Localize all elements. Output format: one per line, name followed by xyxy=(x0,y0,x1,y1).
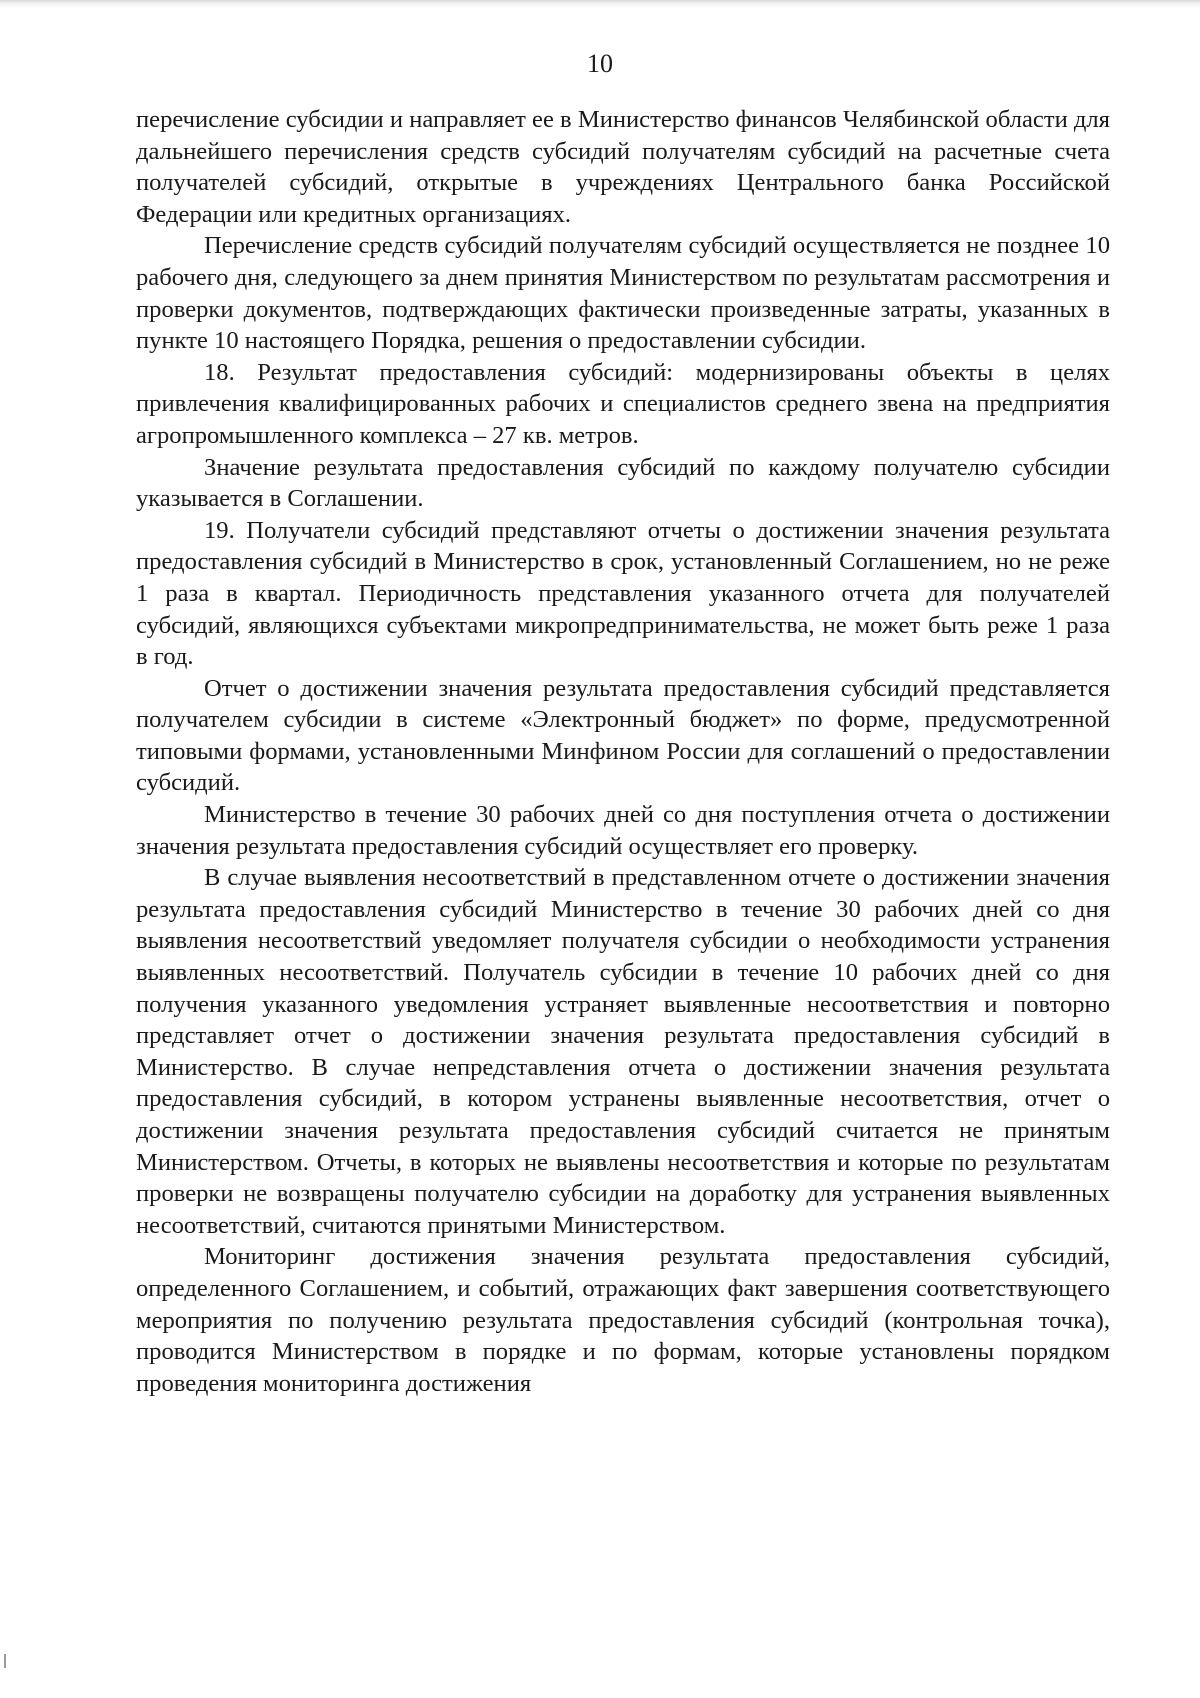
paragraph-report-check: Министерство в течение 30 рабочих дней со дня поступления отчета о достижении значения результата предоставления субсидий осуществляет его проверку. xyxy=(136,801,1110,860)
scan-edge xyxy=(0,0,1200,8)
page-number: 10 xyxy=(587,49,613,78)
paragraph-clause-18: 18. Результат предоставления субсидий: модернизированы объекты в целях привлечения квалифицированных рабочих и специалистов среднего звена на предприятия агропромышленного комплекса – 27 кв. метров. xyxy=(136,358,1110,449)
paragraph-discrepancies: В случае выявления несоответствий в представленном отчете о достижении значения результата предоставления субсидий Министерство в течение 30 рабочих дней со дня выявления несоответствий уведомляет получателя субсидии о необходимости устранения выявленных несоответствий. Получатель субсидии в течение 10 рабочих дней со дня получения указанного уведомления устраняет выявленные несоответствия и повторно представляет отчет о достижении значения результата предоставления субсидий в Министерство. В случае непредставления отчета о достижении значения результата предоставления субсидий, в котором устранены выявленные несоответствия, отчет о достижении значения результата предоставления субсидий считается не принятым Министерством. Отчеты, в которых не выявлены несоответствия и которые по результатам проверки не возвращены получателю субсидии на доработку для устранения выявленных несоответствий, считаются принятыми Министерством. xyxy=(136,864,1110,1239)
paragraph-monitoring: Мониторинг достижения значения результата предоставления субсидий, определенного Соглашением, и событий, отражающих факт завершения соответствующего мероприятия по получению результата предоставления субсидий (контрольная точка), проводится Министерством в порядке и по формам, которые установлены порядком проведения мониторинга достижения xyxy=(136,1243,1110,1397)
paragraph-clause-19: 19. Получатели субсидий представляют отчеты о достижении значения результата предоставления субсидий в Министерство в срок, установленный Соглашением, но не реже 1 раза в квартал. Периодичность представления указанного отчета для получателей субсидий, являющихся субъектами микропредпринимательства, не может быть реже 1 раза в год. xyxy=(136,516,1110,671)
document-body xyxy=(136,104,1110,1399)
paragraph-result-value: Значение результата предоставления субсидий по каждому получателю субсидии указывается в Соглашении. xyxy=(136,453,1110,513)
paragraph-transfer-deadline: Перечисление средств субсидий получателям субсидий осуществляется не позднее 10 рабочего дня, следующего за днем принятия Министерством по результатам рассмотрения и проверки документов, подтверждающих фактически произведенные затраты, указанных в пункте 10 настоящего Порядка, решения о предоставлении субсидии. xyxy=(136,232,1110,355)
paragraph-report-form: Отчет о достижении значения результата предоставления субсидий представляется получателем субсидии в системе «Электронный бюджет» по форме, предусмотренной типовыми формами, установленными Минфином России для соглашений о предоставлении субсидий. xyxy=(136,674,1110,797)
scan-mark xyxy=(4,1654,12,1668)
paragraph-continuation: перечисление субсидии и направляет ее в Министерство финансов Челябинской области для дальнейшего перечисления средств субсидий получателям субсидий на расчетные счета получателей субсидий, открытые в учреждениях Центрального банка Российской Федерации или кредитных организациях. xyxy=(136,106,1110,228)
